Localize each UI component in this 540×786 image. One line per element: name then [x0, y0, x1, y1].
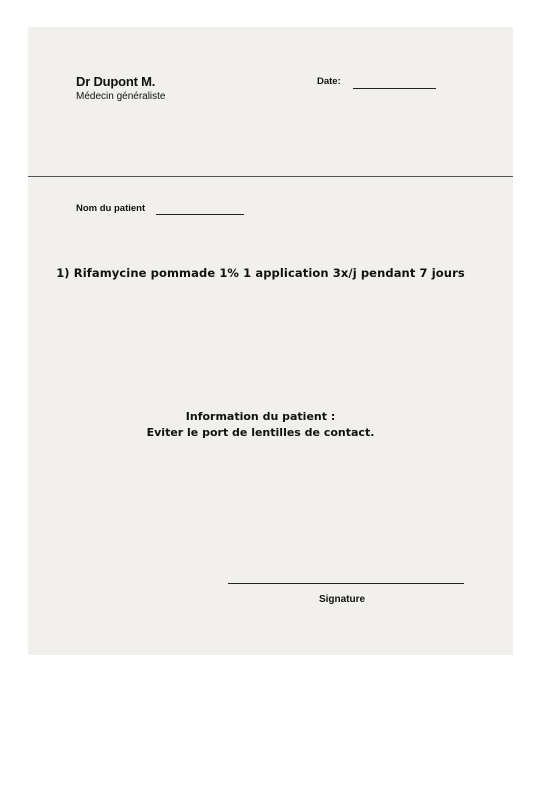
doctor-title: Médecin généraliste: [76, 91, 166, 102]
signature-line: [228, 583, 464, 584]
doctor-name: Dr Dupont M.: [76, 74, 156, 89]
prescription-sheet: [28, 27, 513, 655]
patient-name-field-line: [156, 214, 244, 215]
header-divider: [28, 176, 513, 177]
patient-name-label: Nom du patient: [76, 203, 146, 214]
patient-info-heading: Information du patient :: [185, 410, 336, 423]
signature-label: Signature: [318, 594, 366, 605]
patient-info-block: [28, 409, 493, 441]
patient-info-text: Eviter le port de lentilles de contact.: [146, 426, 375, 439]
date-label: Date:: [317, 76, 341, 87]
date-field-line: [353, 88, 436, 89]
prescription-item: 1) Rifamycine pommade 1% 1 application 3x/j pendant 7 jours: [56, 266, 465, 280]
